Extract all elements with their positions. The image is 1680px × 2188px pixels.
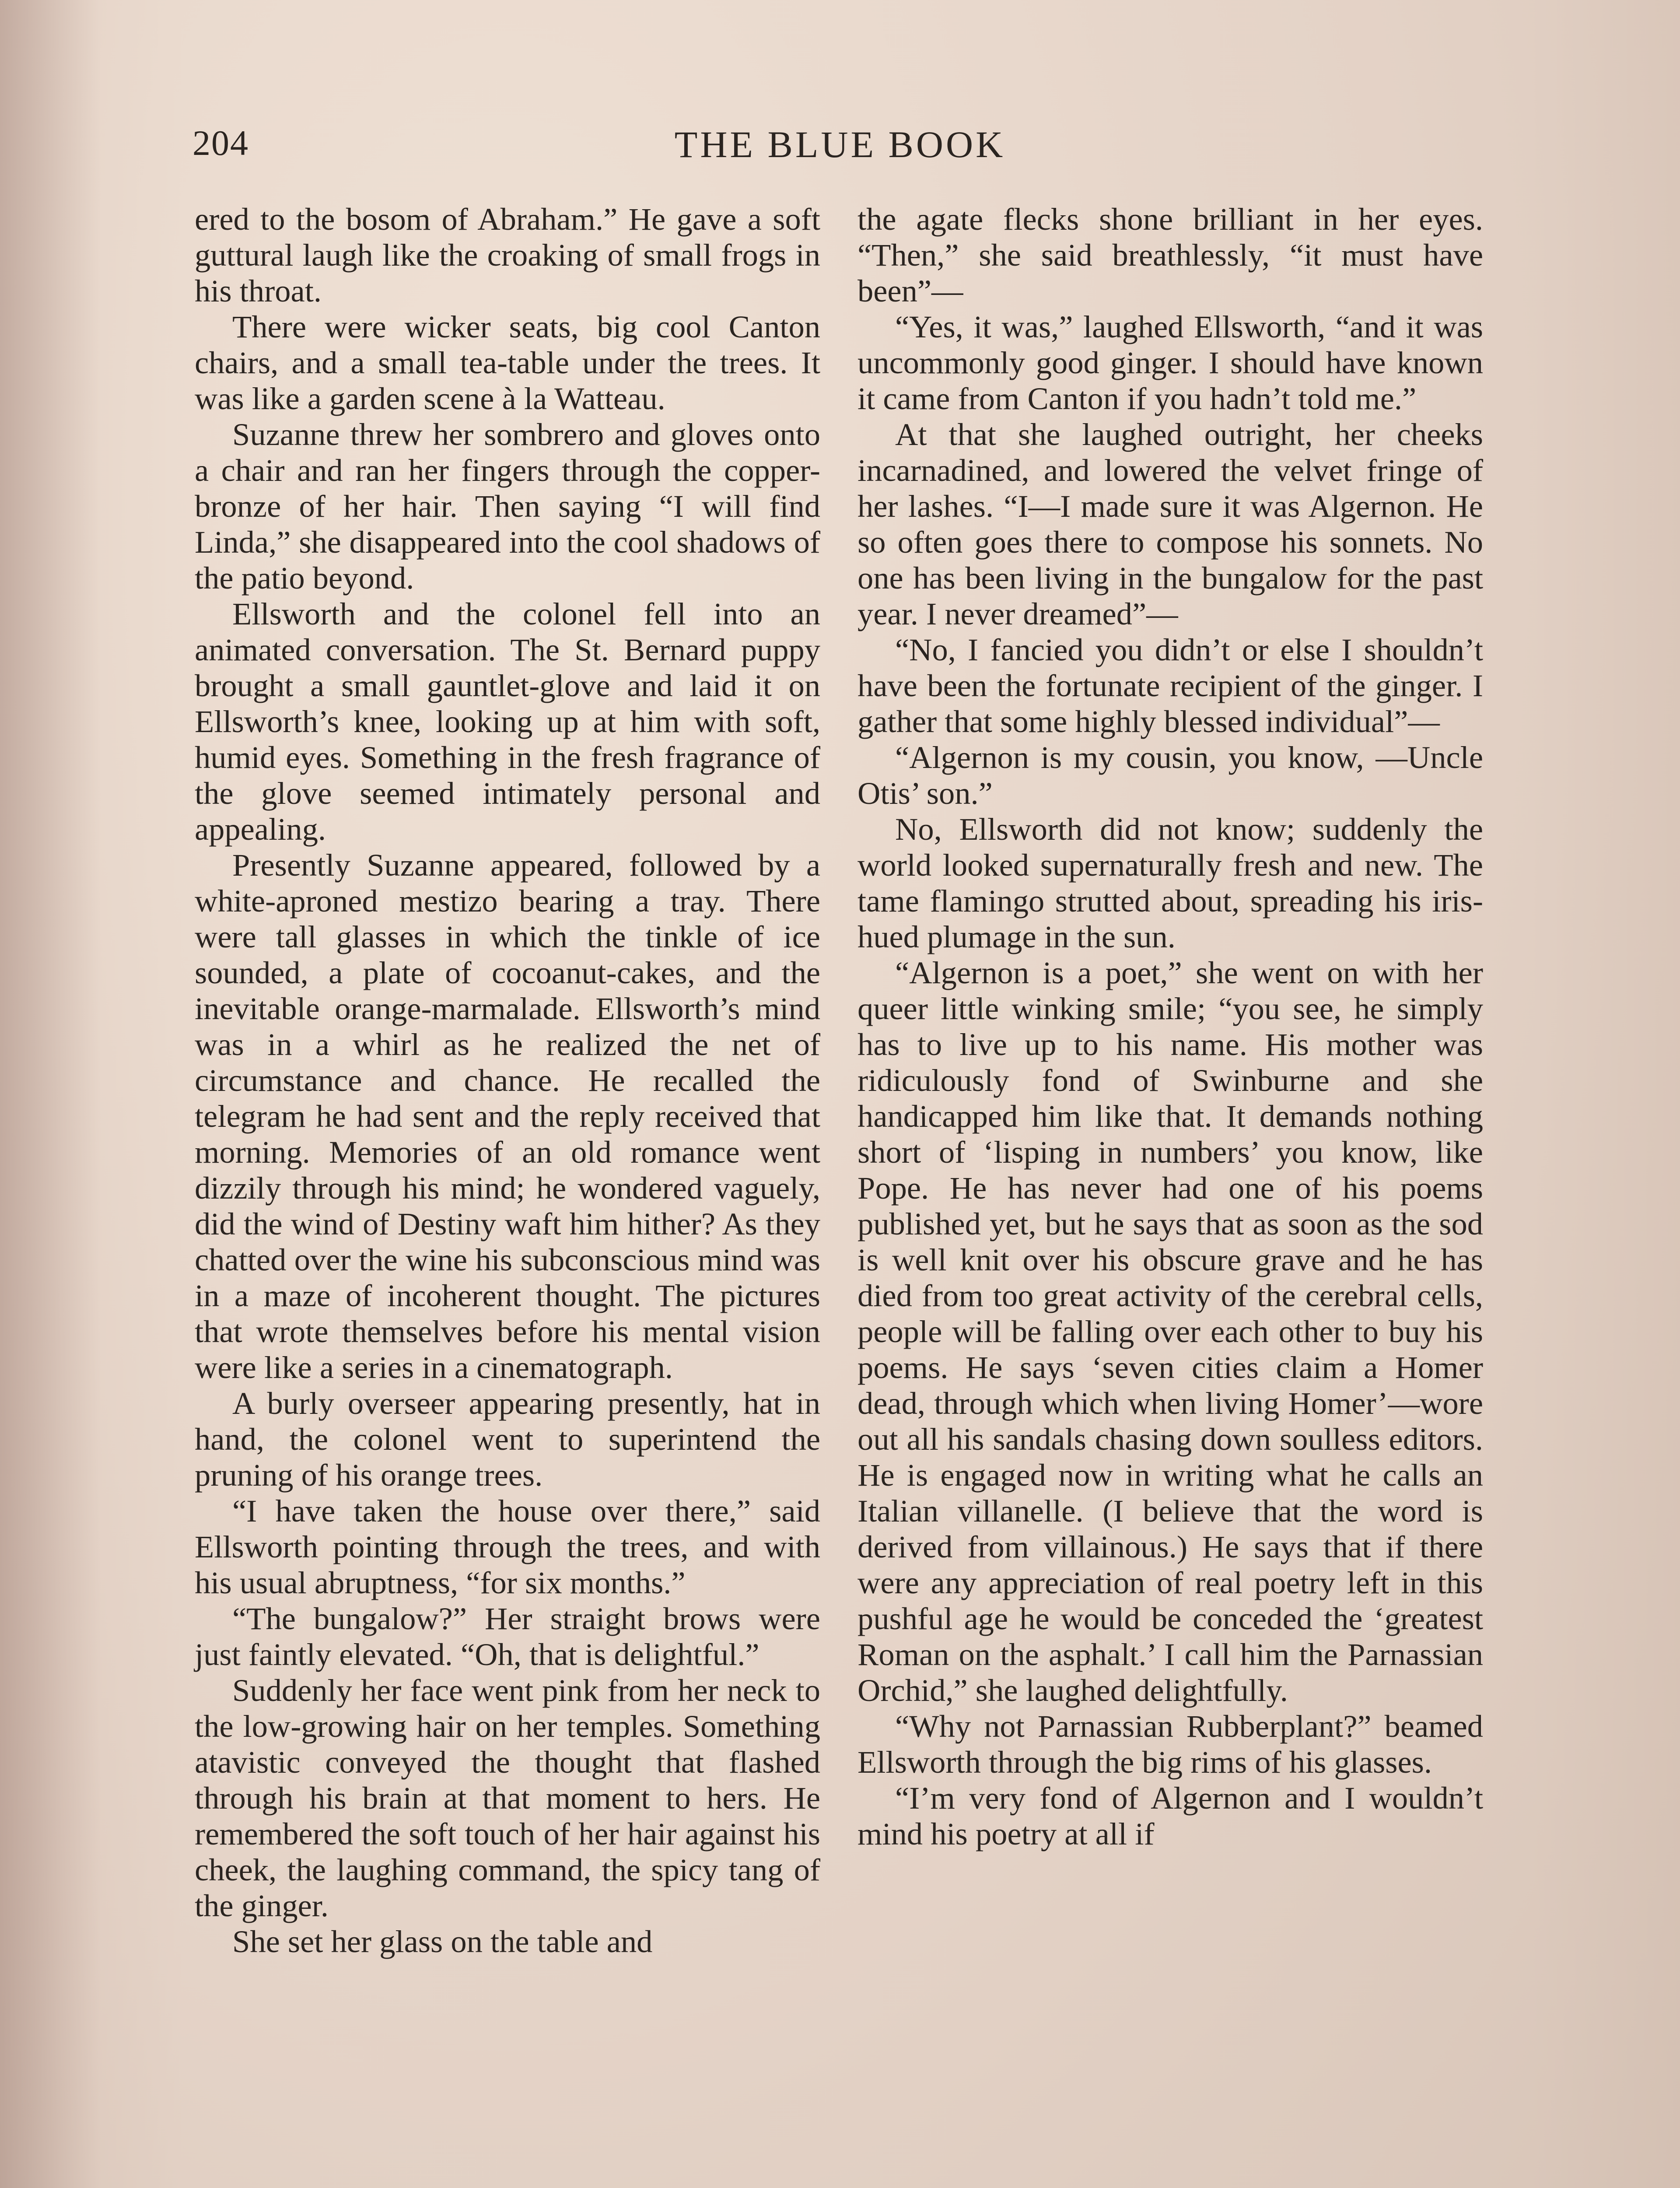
paragraph: No, Ellsworth did not know; suddenly the world looked supernaturally fresh and new. The tame flamingo strutted about, spreading his iris-hued plumage in the sun.: [858, 811, 1483, 954]
page-header: [192, 123, 1488, 175]
paragraph: “The bungalow?” Her straight brows were just faintly elevated. “Oh, that is delightful.”: [195, 1601, 820, 1672]
paragraph: “Yes, it was,” laughed Ellsworth, “and it was uncommonly good ginger. I should have known it came from Canton if you hadn’t told me.”: [858, 309, 1483, 416]
paragraph: “Algernon is my cousin, you know, —Uncle Otis’ son.”: [858, 740, 1483, 811]
right-column: [858, 201, 1483, 1852]
paragraph: the agate flecks shone brilliant in her eyes. “Then,” she said breathlessly, “it must have been”—: [858, 201, 1483, 309]
left-column: [195, 201, 820, 1960]
paragraph: At that she laughed outright, her cheeks incarnadined, and lowered the velvet fringe of her lashes. “I—I made sure it was Algernon. He so often goes there to compose his sonnets. No one has been living in the bungalow for the past year. I never dreamed”—: [858, 417, 1483, 631]
paragraph: There were wicker seats, big cool Canton chairs, and a small tea-table under the trees. It was like a garden scene à la Watteau.: [195, 309, 820, 416]
page-number: 204: [192, 123, 249, 163]
paragraph: Ellsworth and the colonel fell into an animated conversation. The St. Bernard puppy brought a small gauntlet-glove and laid it on Ellsworth’s knee, looking up at him with soft, humid eyes. Something in the fresh fragrance of the glove seemed intimately personal and appealing.: [195, 596, 820, 847]
paragraph: She set her glass on the table and: [232, 1924, 653, 1959]
paragraph: Suddenly her face went pink from her neck to the low-growing hair on her temples. Something atavistic conveyed the thought that flashed through his brain at that moment to hers. He remembered the soft touch of her hair against his cheek, the laughing command, the spicy tang of the ginger.: [195, 1673, 820, 1923]
paragraph: Presently Suzanne appeared, followed by a white-aproned mestizo bearing a tray. There were tall glasses in which the tinkle of ice sounded, a plate of cocoanut-cakes, and the inevitable orange-marmalade. Ellsworth’s mind was in a whirl as he realized the net of circumstance and chance. He recalled the telegram he had sent and the reply received that morning. Memories of an old romance went dizzily through his mind; he wondered vaguely, did the wind of Destiny waft him hither? As they chatted over the wine his subconscious mind was in a maze of incoherent thought. The pictures that wrote themselves before his mental vision were like a series in a cinematograph.: [195, 847, 820, 1385]
paragraph: “I’m very fond of Algernon and I wouldn’t mind his poetry at all if: [858, 1780, 1483, 1851]
paragraph: “No, I fancied you didn’t or else I shouldn’t have been the fortunate recipient of the ginger. I gather that some highly blessed individual”—: [858, 632, 1483, 739]
paragraph: “Why not Parnassian Rubberplant?” beamed Ellsworth through the big rims of his glasses.: [858, 1708, 1483, 1780]
paragraph: ered to the bosom of Abraham.” He gave a soft guttural laugh like the croaking of small frogs in his throat.: [195, 201, 820, 309]
paragraph: “I have taken the house over there,” said Ellsworth pointing through the trees, and with his usual abruptness, “for six months.”: [195, 1493, 820, 1600]
running-head: THE BLUE BOOK: [674, 123, 1006, 165]
paragraph: A burly overseer appearing presently, hat in hand, the colonel went to superintend the pruning of his orange trees.: [195, 1385, 820, 1493]
page-edge-shadow: [0, 0, 101, 2188]
paragraph: “Algernon is a poet,” she went on with her queer little winking smile; “you see, he simply has to live up to his name. His mother was ridiculously fond of Swinburne and she handicapped him like that. It demands nothing short of ‘lisping in numbers’ you know, like Pope. He has never had one of his poems published yet, but he says that as soon as the sod is well knit over his obscure grave and he has died from too great activity of the cerebral cells, people will be falling over each other to buy his poems. He says ‘seven cities claim a Homer dead, through which when living Homer’—wore out all his sandals chasing down soulless editors. He is engaged now in writing what he calls an Italian villanelle. (I believe that the word is derived from villainous.) He says that if there were any appreciation of real poetry left in this pushful age he would be conceded the ‘greatest Roman on the asphalt.’ I call him the Parnassian Orchid,” she laughed delightfully.: [858, 955, 1483, 1708]
paragraph: Suzanne threw her sombrero and gloves onto a chair and ran her fingers through the copper-bronze of her hair. Then saying “I will find Linda,” she disappeared into the cool shadows of the patio beyond.: [195, 417, 820, 596]
